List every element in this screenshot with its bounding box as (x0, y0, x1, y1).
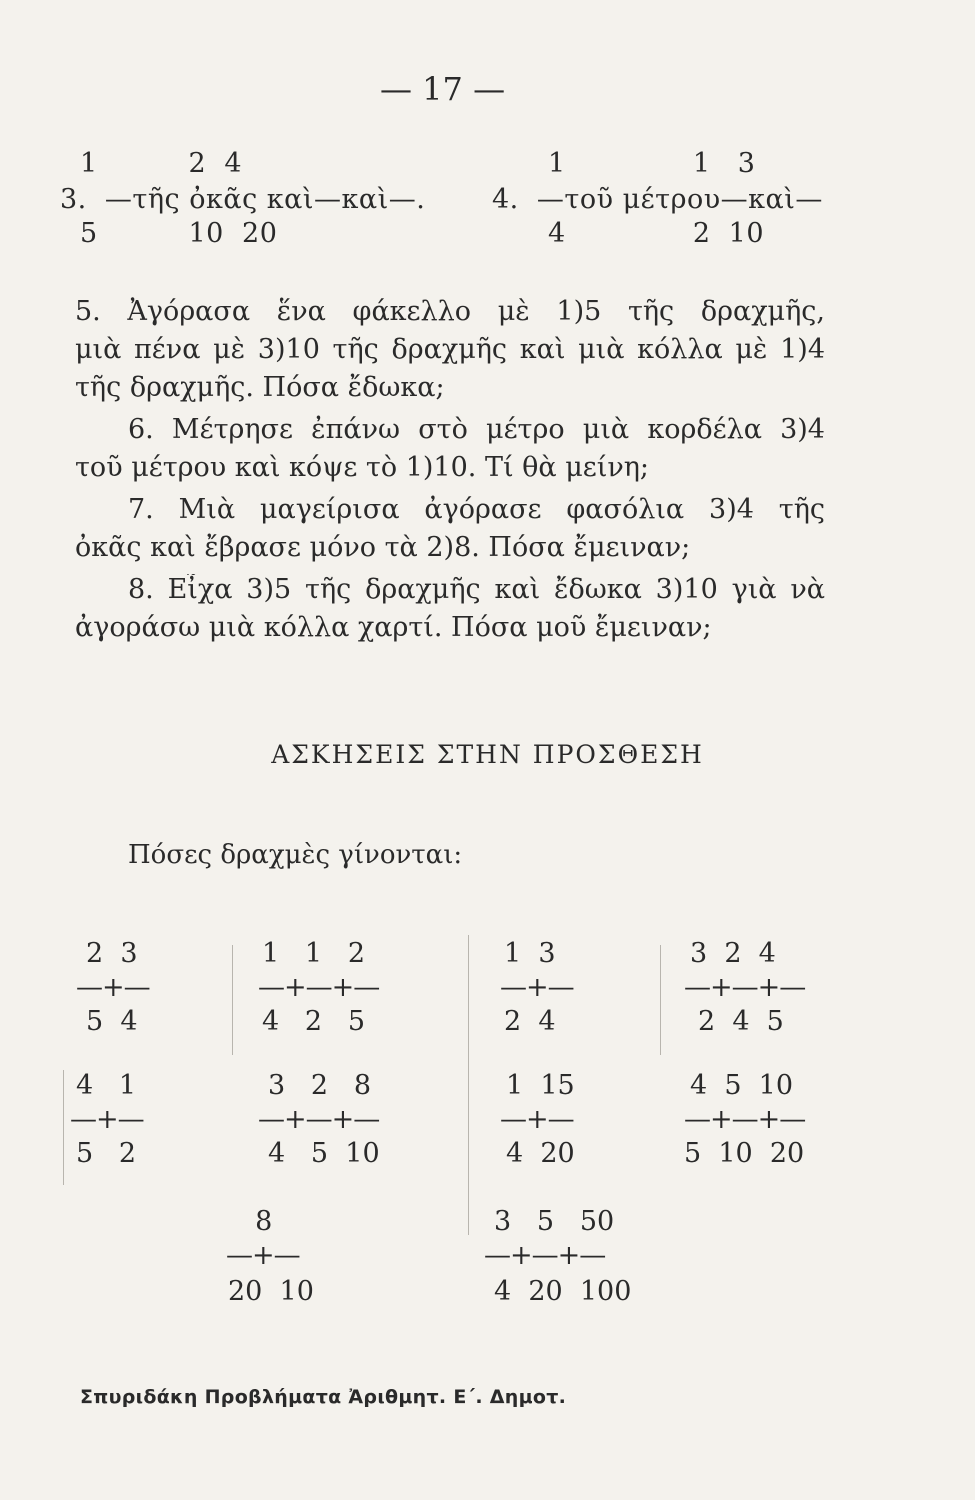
item4-text: 4. —τοῦ μέτρου—καὶ— (492, 184, 823, 215)
problem-line: μιὰ πένα μὲ 3)10 τῆς δραχμῆς καὶ μιὰ κόλλα μὲ 1)4 (75, 334, 825, 365)
instruction-text: Πόσες δραχμὲς γίνονται: (128, 840, 463, 870)
problem-line: τοῦ μέτρου καὶ κόψε τὸ 1)10. Τί θὰ μείνη; (75, 452, 650, 483)
problem-line: τῆς δραχμῆς. Πόσα ἔδωκα; (75, 372, 445, 403)
problem-line: 5. Ἀγόρασα ἕνα φάκελλο μὲ 1)5 τῆς δραχμῆς, (75, 296, 825, 327)
page-number: — 17 — (380, 70, 506, 108)
item3-denominators: 5 10 20 (80, 218, 278, 249)
problem-line: ὀκᾶς καὶ ἔβρασε μόνο τὰ 2)8. Πόσα ἔμειναν; (75, 532, 691, 563)
item3-text: 3. —τῆς ὀκᾶς καὶ—καὶ—. (60, 184, 426, 215)
problem-line: 6. Μέτρησε ἐπάνω στὸ μέτρο μιὰ κορδέλα 3)4 (128, 414, 825, 445)
item4-denominators: 4 2 10 (548, 218, 765, 249)
problem-line: 7. Μιὰ μαγείρισα ἀγόρασε φασόλια 3)4 τῆς (128, 494, 825, 525)
problem-line: ἀγοράσω μιὰ κόλλα χαρτί. Πόσα μοῦ ἔμειναν; (75, 612, 712, 643)
footer-citation: Σπυριδάκη Προβλήματα Ἀριθμητ. Ε΄. Δημοτ. (80, 1386, 567, 1408)
problem-line: 8. Εἶχα 3)5 τῆς δραχμῆς καὶ ἔδωκα 3)10 γιὰ νὰ (128, 574, 825, 605)
book-page: — 17 — 1 2 4 3. —τῆς ὀκᾶς καὶ—καὶ—. 5 10 20 1 1 3 4. —τοῦ μέτρου—καὶ— 4 2 10 5. Ἀγόρασα ἕνα φάκελλο μὲ 1)5 τῆς δραχμῆς, μιὰ πένα μὲ 3)10 τῆς δραχμῆς καὶ μιὰ κόλλα μὲ 1)4 τῆς δραχμῆς. Πόσα ἔδωκα; 6. Μέτρησε ἐπάνω στὸ μέτρο μιὰ κορδέλα 3)4 τοῦ μέτρου καὶ κόψε τὸ 1)10. Τί θὰ μείνη; 7. Μιὰ μαγείρισα ἀγόρασε φασόλια 3)4 τῆς ὀκᾶς καὶ ἔβρασε μόνο τὰ 2)8. Πόσα ἔμειναν; 8. Εἶχα 3)5 τῆς δραχμῆς καὶ ἔδωκα 3)10 γιὰ νὰ ἀγοράσω μιὰ κόλλα χαρτί. Πόσα μοῦ ἔμειναν; ΑΣΚΗΣΕΙΣ ΣΤΗΝ ΠΡΟΣΘΕΣΗ Πόσες δραχμὲς γίνονται: 2 3 —+— 5 4 1 1 2 —+—+— 4 2 5 1 3 —+— 2 4 3 2 4 —+—+— 2 4 5 4 1 —+— 5 2 3 2 8 —+—+— 4 5 10 1 15 —+— 4 20 4 5 10 —+—+— 5 10 20 8 —+— 20 10 3 5 50 —+—+— 4 20 100 Σπυριδάκη Προβλήματα Ἀριθμητ. Ε΄. Δημοτ. (0, 0, 975, 1500)
section-heading: ΑΣΚΗΣΕΙΣ ΣΤΗΝ ΠΡΟΣΘΕΣΗ (271, 740, 704, 769)
item4-numerators: 1 1 3 (548, 148, 756, 179)
item3-numerators: 1 2 4 (80, 148, 243, 179)
